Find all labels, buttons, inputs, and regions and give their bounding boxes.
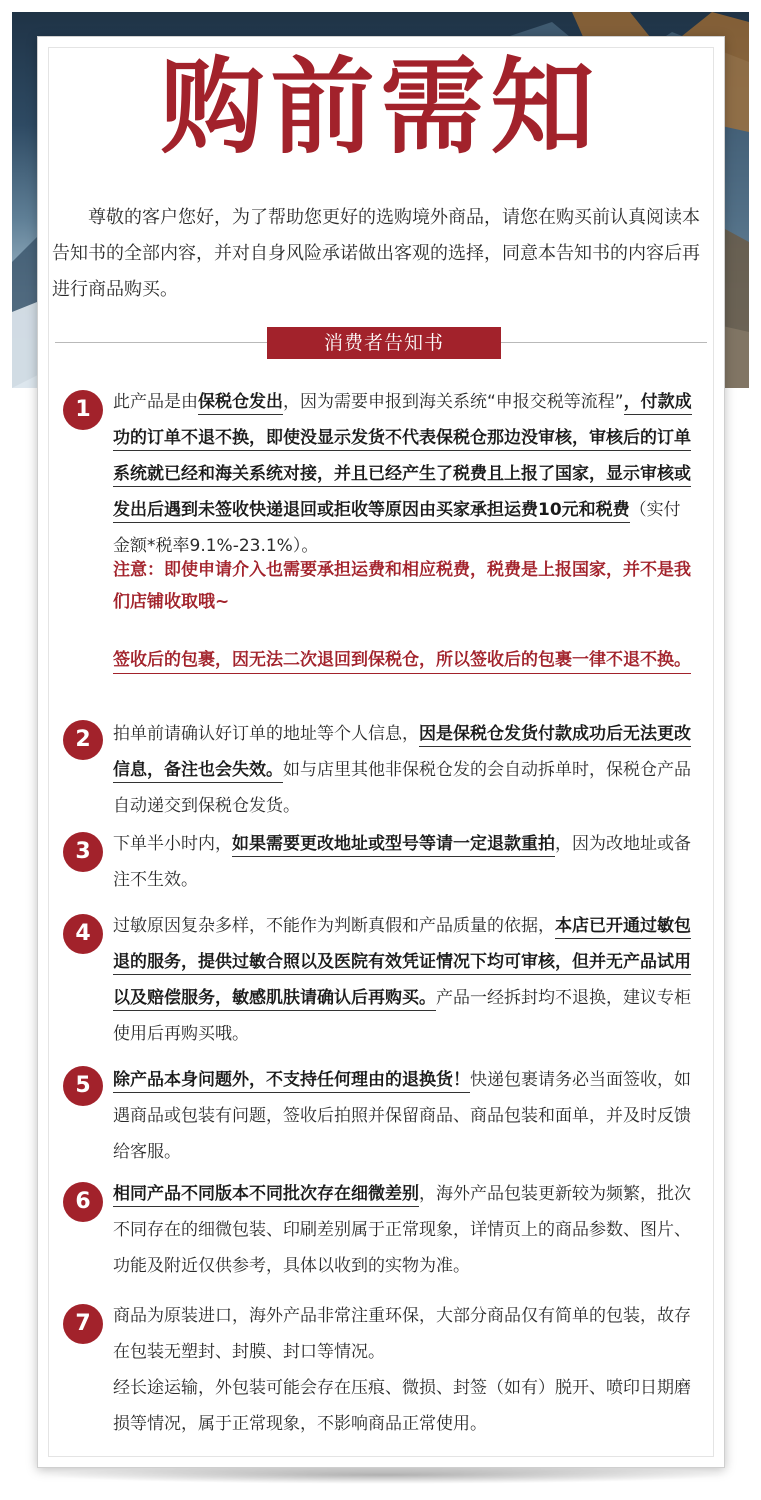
notice-warning-1: 注意：即使申请介入也需要承担运费和相应税费，税费是上报国家，并不是我们店铺收取哦~ xyxy=(113,560,691,612)
item-2-text-a: 拍单前请确认好订单的地址等个人信息， xyxy=(113,724,419,744)
item-4-text-b: 产品一经拆封均不退换，建议专柜使用后再购买哦。 xyxy=(113,988,691,1044)
number-badge-1: 1 xyxy=(63,390,103,430)
item-1-text-b: ，因为需要申报到海关系统“申报交税等流程” xyxy=(283,392,624,412)
number-badge-2: 2 xyxy=(63,720,103,760)
intro-paragraph: 尊敬的客户您好，为了帮助您更好的选购境外商品，请您在购买前认真阅读本告知书的全部内容，并对自身风险承诺做出客观的选择，同意本告知书的内容后再进行商品购买。 xyxy=(52,207,700,300)
number-badge-6: 6 xyxy=(63,1182,103,1222)
number-badge-3: 3 xyxy=(63,832,103,872)
item-2-text-b: 如与店里其他非保税仓发的会自动拆单时，保税仓产品自动递交到保税仓发货。 xyxy=(113,760,691,816)
item-4-text-a: 过敏原因复杂多样，不能作为判断真假和产品质量的依据， xyxy=(113,916,555,936)
notice-item-5 xyxy=(113,1062,693,1170)
section-label: 消费者告知书 xyxy=(267,327,501,359)
notice-item-7 xyxy=(113,1298,693,1442)
item-6-emphasis: 相同产品不同版本不同批次存在细微差别 xyxy=(113,1184,419,1207)
notice-item-4 xyxy=(113,908,693,1052)
notice-item-3 xyxy=(113,826,693,898)
item-1-emphasis-a: 保税仓发出 xyxy=(198,392,283,415)
notice-item-1 xyxy=(113,384,693,564)
item-1-emphasis-b: ，付款成功的订单不退不换，即使没显示发货不代表保税仓那边没审核，审核后的订单系统就已经和海关系统对接，并且已经产生了税费且上报了国家，显示审核或发出后遇到未签收快递退回或拒收等原因由买家承担运费10元和税费 xyxy=(113,392,692,523)
item-6-text: ，海外产品包装更新较为频繁，批次不同存在的细微包装、印刷差别属于正常现象，详情页上的商品参数、图片、功能及附近仅供参考，具体以收到的实物为准。 xyxy=(113,1184,691,1276)
notice-warning-2 xyxy=(113,644,693,676)
item-7-text-a: 商品为原装进口，海外产品非常注重环保，大部分商品仅有简单的包装，故存在包装无塑封、封膜、封口等情况。 xyxy=(113,1306,691,1362)
item-3-text-b: ，因为改地址或备注不生效。 xyxy=(113,834,691,890)
item-4-emphasis: 本店已开通过敏包退的服务，提供过敏合照以及医院有效凭证情况下均可审核，但并无产品试用以及赔偿服务，敏感肌肤请确认后再购买。 xyxy=(113,916,691,1011)
item-3-text-a: 下单半小时内， xyxy=(113,834,232,854)
number-badge-4: 4 xyxy=(63,914,103,954)
item-3-emphasis: 如果需要更改地址或型号等请一定退款重拍 xyxy=(232,834,555,857)
item-2-emphasis: 因是保税仓发货付款成功后无法更改信息，备注也会失效。 xyxy=(113,724,691,783)
notice-item-6 xyxy=(113,1176,693,1284)
item-5-emphasis: 除产品本身问题外，不支持任何理由的退换货！ xyxy=(113,1070,470,1093)
page-title: 购前需知 xyxy=(160,46,601,168)
notice-warning-2-text: 签收后的包裹，因无法二次退回到保税仓，所以签收后的包裹一律不退不换。 xyxy=(113,650,691,674)
number-badge-5: 5 xyxy=(63,1066,103,1106)
item-7-text-b: 经长途运输，外包装可能会存在压痕、微损、封签（如有）脱开、喷印日期磨损等情况，属于正常现象，不影响商品正常使用。 xyxy=(113,1378,691,1434)
number-badge-7: 7 xyxy=(63,1304,103,1344)
card-shadow xyxy=(40,1466,730,1484)
notice-item-2 xyxy=(113,716,693,824)
item-1-text-a: 此产品是由 xyxy=(113,392,198,412)
item-5-text: 快递包裹请务必当面签收，如遇商品或包装有问题，签收后拍照并保留商品、商品包装和面单，并及时反馈给客服。 xyxy=(113,1070,691,1162)
item-1-text-c: （实付金额*税率9.1%-23.1%）。 xyxy=(113,500,681,556)
